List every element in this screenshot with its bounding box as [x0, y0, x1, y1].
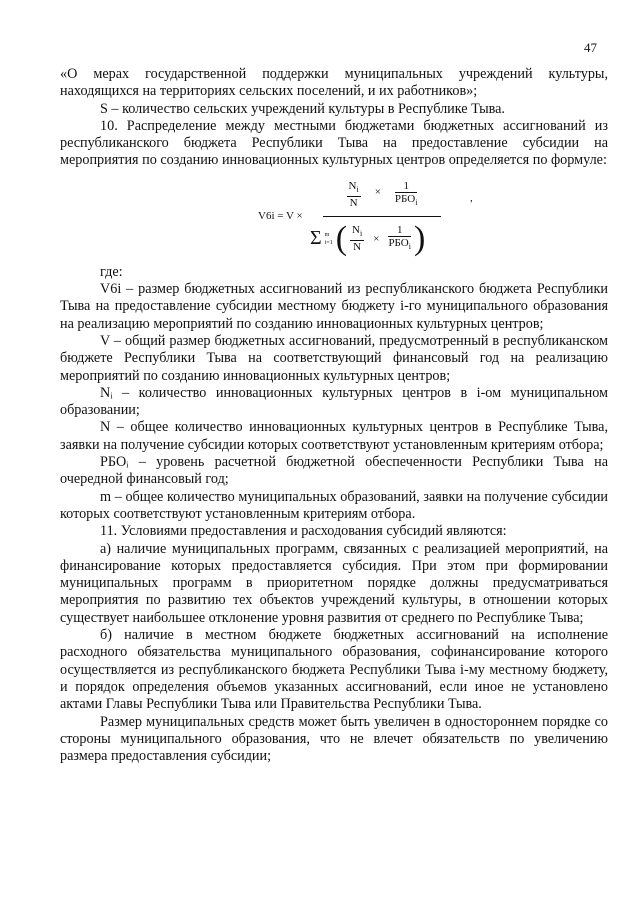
numerator-n-denominator: N	[349, 196, 358, 209]
formula-lhs: V6i = V ×	[258, 209, 303, 222]
numerator-n: N	[348, 179, 357, 192]
denominator-n-sub: i	[359, 229, 363, 239]
paragraph: 10. Распределение между местными бюджетами бюджетных ассигнований из республиканского бюджета Республики Тыва на предоставление субсидии на мероприятия по созданию инновационных культурных центров определяется по формуле:	[60, 117, 608, 169]
sigma-symbol: Σ	[310, 227, 322, 250]
left-paren: (	[335, 219, 348, 257]
paragraph: V6i – размер бюджетных ассигнований из республиканского бюджета Республики Тыва на предоставление субсидии местному бюджету i-го муниципального образования на реализацию мероприятий по созданию инновационных культурных центров;	[60, 281, 608, 332]
numerator-n-sub: i	[356, 184, 359, 194]
sum-lower: i=1	[324, 239, 333, 246]
denominator-multiply: ×	[373, 232, 380, 245]
numerator-one: 1	[395, 180, 418, 193]
formula-numerator	[323, 180, 441, 209]
paragraph: «О мерах государственной поддержки муниципальных учреждений культуры, находящихся на территориях сельских поселений, и их работников»;	[60, 66, 608, 100]
formula-comma: ,	[470, 191, 473, 204]
paragraphs-after	[60, 264, 608, 766]
sum-limits	[325, 231, 333, 247]
page-number: 47	[584, 40, 597, 55]
formula-denominator	[310, 219, 460, 257]
numerator-multiply: ×	[374, 185, 381, 198]
numerator-rbo: РБО	[394, 192, 416, 205]
paragraphs-before	[60, 66, 608, 170]
formula	[60, 174, 608, 260]
document-body	[60, 66, 608, 765]
paragraph: Размер муниципальных средств может быть увеличен в одностороннем порядке со стороны муниципального образования, что не влечет обязательств по увеличению размера предоставления субсидии;	[60, 713, 608, 765]
denominator-rbo-sub: i	[408, 242, 411, 252]
sum-upper: m	[324, 231, 330, 238]
paragraph: N – общее количество инновационных культурных центров в Республике Тыва, заявки на получение субсидии которых соответствуют установленным критериям отбора;	[60, 419, 608, 453]
denominator-rbo: РБО	[388, 237, 409, 250]
fraction-line	[323, 216, 441, 217]
paragraph: б) наличие в местном бюджете бюджетных ассигнований на исполнение расходного обязательства муниципального образования, софинансирование которого осуществляется из республиканского бюджета Республики Тыва i-му местному бюджету, и порядок определения объемов указанных ассигнований, если иное не установлено актами Главы Республики Тыва или Правительства Республики Тыва.	[60, 627, 608, 713]
right-paren: )	[413, 219, 426, 257]
paragraph: где:	[100, 263, 123, 280]
paragraph: Nᵢ – количество инновационных культурных центров в i-ом муниципальном образовании;	[60, 384, 608, 419]
paragraph: V – общий размер бюджетных ассигнований, предусмотренный в республиканском бюджете Республики Тыва на соответствующий финансовый год на реализацию мероприятий по созданию инновационных культурных центров;	[60, 332, 608, 384]
paragraph: а) наличие муниципальных программ, связанных с реализацией мероприятий, на финансирование которых предоставляется субсидия. При этом при формировании муниципальных программ в приоритетном порядке должны предусматриваться мероприятия по развитию тех объектов учреждений культуры, в отношении которых существует наибольшее отклонение уровня развития от среднего по Республике Тыва;	[60, 540, 608, 626]
paragraph: 11. Условиями предоставления и расходования субсидий являются:	[100, 523, 507, 540]
paragraph: РБОᵢ – уровень расчетной бюджетной обеспеченности Республики Тыва на очередной финансовый год;	[60, 454, 608, 488]
denominator-n-denominator: N	[353, 241, 362, 254]
denominator-one: 1	[388, 224, 411, 237]
denominator-n: N	[352, 224, 360, 237]
numerator-rbo-sub: i	[415, 197, 418, 207]
paragraph: m – общее количество муниципальных образований, заявки на получение субсидии которых соответствуют установленным критериям отбора.	[60, 488, 608, 522]
paragraph: S – количество сельских учреждений культуры в Республике Тыва.	[100, 100, 505, 117]
